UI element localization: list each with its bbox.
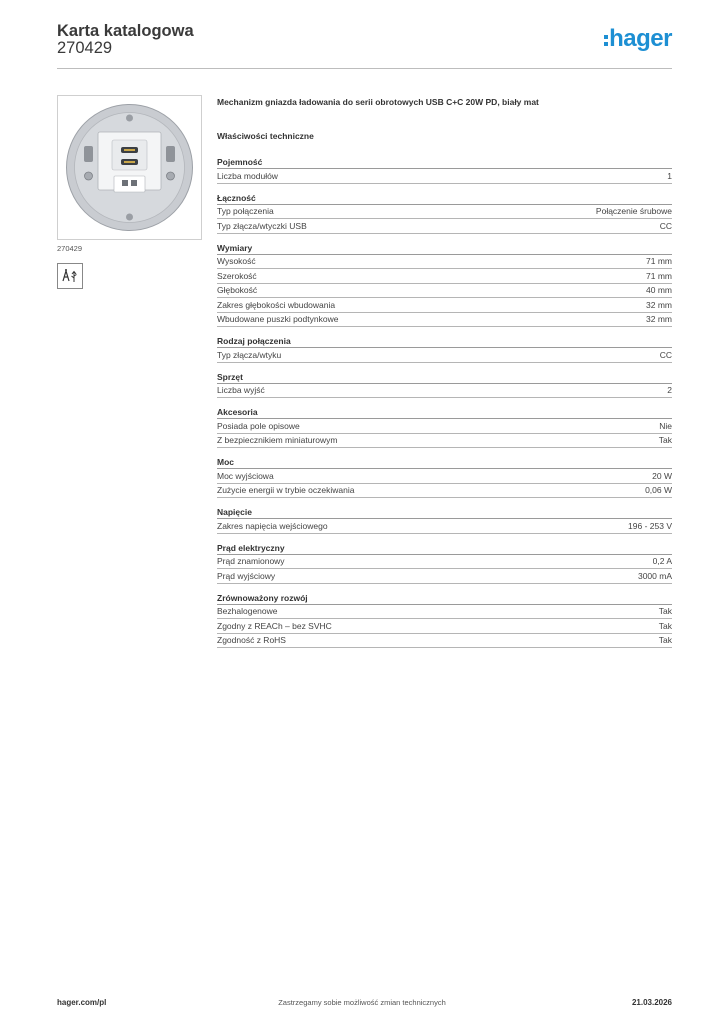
spec-group-title: Prąd elektryczny [217, 542, 672, 555]
spec-group [217, 506, 672, 534]
spec-label: Prąd wyjściowy [217, 570, 276, 581]
spec-group-title: Sprzęt [217, 371, 672, 384]
spec-value: 20 W [652, 470, 672, 481]
spec-row [217, 619, 672, 634]
spec-label: Typ złącza/wtyku [217, 349, 282, 360]
spec-group [217, 456, 672, 498]
spec-value: 3000 mA [637, 570, 672, 581]
spec-row [217, 169, 672, 184]
spec-value: 32 mm [646, 314, 672, 325]
spec-value: CC [659, 220, 672, 231]
spec-group-title: Pojemność [217, 156, 672, 169]
spec-value: 40 mm [646, 285, 672, 296]
spec-group-title: Zrównoważony rozwój [217, 592, 672, 605]
spec-row [217, 284, 672, 299]
spec-value: 71 mm [646, 256, 672, 267]
spec-group [217, 542, 672, 584]
spec-label: Typ połączenia [217, 206, 274, 217]
spec-row [217, 348, 672, 363]
spec-value: Nie [659, 420, 672, 431]
spec-group [217, 406, 672, 448]
spec-row [217, 484, 672, 499]
spec-label: Bezhalogenowe [217, 606, 278, 617]
spec-row [217, 469, 672, 484]
spec-row [217, 419, 672, 434]
spec-value: 0,2 A [652, 556, 672, 567]
spec-row [217, 384, 672, 399]
footer-date: 21.03.2026 [631, 998, 672, 1007]
spec-row [217, 205, 672, 220]
spec-group-title: Łączność [217, 192, 672, 205]
doc-title: Karta katalogowa [57, 22, 194, 40]
spec-value: Tak [658, 620, 672, 631]
spec-value: CC [659, 349, 672, 360]
spec-group-title: Moc [217, 456, 672, 469]
socket-mechanism-icon [58, 96, 201, 239]
spec-label: Zgodność z RoHS [217, 635, 286, 646]
usb-charger-symbol-icon [57, 263, 83, 289]
footer-website[interactable]: hager.com/pl [57, 998, 107, 1007]
spec-row [217, 255, 672, 270]
spec-label: Typ złącza/wtyczki USB [217, 220, 307, 231]
hager-logo[interactable] [604, 27, 672, 51]
spec-row [217, 434, 672, 449]
spec-row [217, 569, 672, 584]
spec-row [217, 313, 672, 328]
product-title: Mechanizm gniazda ładowania do serii obrotowych USB C+C 20W PD, biały mat [217, 97, 539, 107]
spec-group [217, 335, 672, 363]
spec-groups [217, 156, 672, 648]
spec-value: Połączenie śrubowe [595, 206, 672, 217]
spec-value: 71 mm [646, 270, 672, 281]
spec-label: Posiada pole opisowe [217, 420, 300, 431]
logo-text: hager [609, 25, 672, 52]
product-image [57, 95, 202, 240]
spec-label: Moc wyjściowa [217, 470, 274, 481]
spec-value: Tak [658, 435, 672, 446]
spec-value: 1 [667, 170, 672, 181]
spec-label: Zużycie energii w trybie oczekiwania [217, 485, 355, 496]
spec-label: Prąd znamionowy [217, 556, 285, 567]
spec-group [217, 371, 672, 399]
spec-label: Zakres głębokości wbudowania [217, 299, 336, 310]
spec-row [217, 219, 672, 234]
spec-label: Zakres napięcia wejściowego [217, 520, 328, 531]
spec-row [217, 605, 672, 620]
spec-label: Głębokość [217, 285, 258, 296]
spec-group [217, 192, 672, 234]
logo-dots-icon [604, 35, 608, 46]
spec-label: Zgodny z REACh – bez SVHC [217, 620, 332, 631]
spec-label: Z bezpiecznikiem miniaturowym [217, 435, 338, 446]
spec-value: 32 mm [646, 299, 672, 310]
image-caption: 270429 [57, 244, 83, 253]
footer-disclaimer: Zastrzegamy sobie możliwość zmian technicznych [278, 998, 446, 1007]
spec-label: Wysokość [217, 256, 256, 267]
spec-value: 0,06 W [645, 485, 672, 496]
spec-row [217, 269, 672, 284]
spec-row [217, 634, 672, 649]
spec-value: Tak [658, 635, 672, 646]
spec-group-title: Akcesoria [217, 406, 672, 419]
spec-label: Liczba wyjść [217, 385, 265, 396]
spec-row [217, 555, 672, 570]
spec-value: Tak [658, 606, 672, 617]
spec-label: Liczba modułów [217, 170, 278, 181]
spec-group [217, 156, 672, 184]
section-title: Właściwości techniczne [217, 131, 314, 141]
spec-group-title: Napięcie [217, 506, 672, 519]
spec-group-title: Wymiary [217, 242, 672, 255]
spec-label: Wbudowane puszki podtynkowe [217, 314, 339, 325]
spec-value: 2 [667, 385, 672, 396]
spec-label: Szerokość [217, 270, 257, 281]
spec-content [217, 96, 672, 656]
spec-row [217, 298, 672, 313]
spec-group [217, 242, 672, 328]
doc-number: 270429 [57, 39, 113, 57]
header-divider [57, 68, 672, 69]
spec-value: 196 - 253 V [628, 520, 672, 531]
spec-group-title: Rodzaj połączenia [217, 335, 672, 348]
spec-row [217, 519, 672, 534]
spec-group [217, 592, 672, 649]
